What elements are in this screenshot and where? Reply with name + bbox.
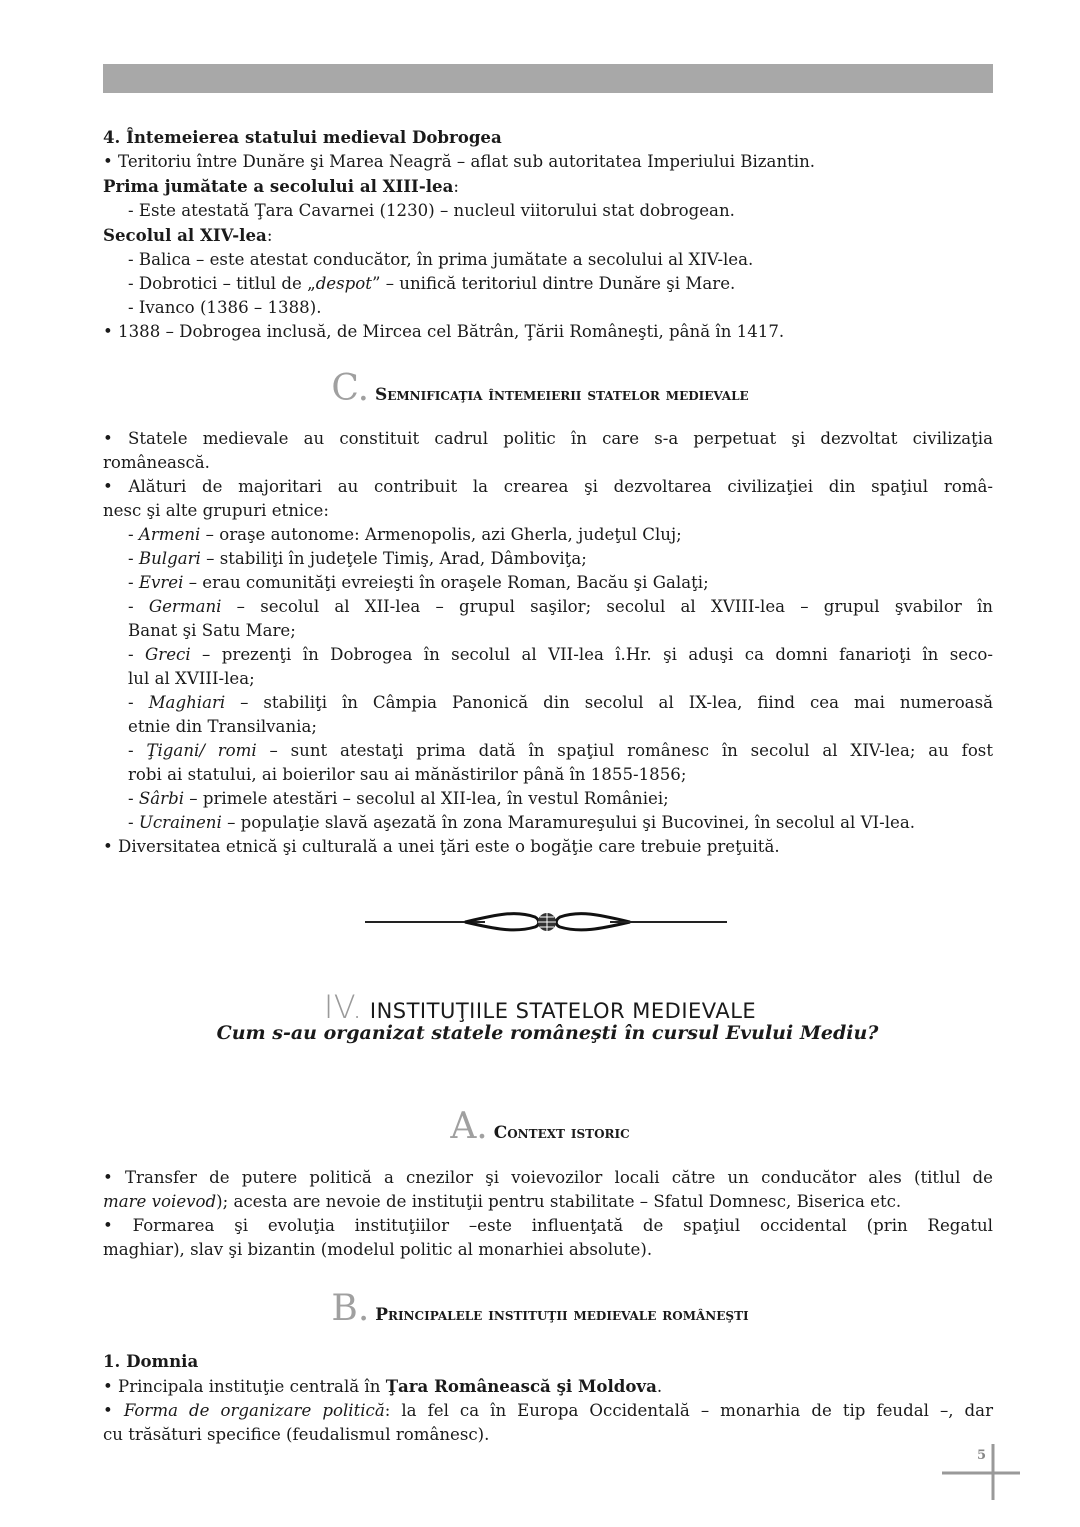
section-heading-b <box>0 1288 1080 1329</box>
text-run: – secolul al XII-lea – grupul saşilor; secolul al XVIII-lea – grupul şvabilor în <box>221 597 993 616</box>
text-line <box>103 248 993 272</box>
italic-text: despot <box>315 274 372 293</box>
text-run: - Dobrotici – titlul de „ <box>128 274 316 293</box>
text-line <box>103 1238 993 1262</box>
text-run: ” – unifică teritoriul dintre Dunăre şi Mare. <box>371 274 736 293</box>
context-section <box>103 1166 993 1262</box>
text-line <box>103 223 993 248</box>
text-run: – erau comunităţi evreieşti în oraşele Roman, Bacău şi Galaţi; <box>183 573 709 592</box>
text-run: • 1388 – Dobrogea inclusă, de Mircea cel Bătrân, Ţării Româneşti, până în 1417. <box>103 322 785 341</box>
text-line <box>103 595 993 619</box>
text-line <box>103 174 993 199</box>
text-run: românească. <box>103 453 210 472</box>
text-run: – stabiliţi în judeţele Timiş, Arad, Dâmboviţa; <box>200 549 587 568</box>
text-line <box>103 499 993 523</box>
chapter-numeral: IV. <box>323 988 363 1026</box>
text-run: - Balica – este atestat conducător, în prima jumătate a secolului al XIV-lea. <box>128 250 754 269</box>
text-run: – prezenţi în Dobrogea în secolul al VII-lea î.Hr. şi aduşi ca domni fanarioţi în seco- <box>190 645 993 664</box>
text-run: – oraşe autonome: Armenopolis, azi Gherla, judeţul Cluj; <box>200 525 682 544</box>
section-letter: C. <box>331 368 370 409</box>
header-bar <box>103 64 993 93</box>
text-line <box>103 296 993 320</box>
text-run: : <box>453 177 459 196</box>
text-run: • Diversitatea etnică şi culturală a unei ţări este o bogăţie care trebuie preţuită. <box>103 837 780 856</box>
text-run: – sunt atestaţi prima dată în spaţiul românesc în secolul al XIV-lea; au fost <box>256 741 993 760</box>
text-line <box>103 125 993 150</box>
bold-text: Secolul al XIV-lea <box>103 225 267 245</box>
text-run: - <box>128 597 149 616</box>
text-run: • Alături de majoritari au contribuit la crearea şi dezvoltarea civilizaţiei din spaţiul româ- <box>103 477 993 496</box>
text-run: - Este atestată Ţara Cavarnei (1230) – nucleul viitorului stat dobrogean. <box>128 201 735 220</box>
text-line <box>103 1190 993 1214</box>
section-letter: B. <box>331 1288 370 1329</box>
text-run: – primele atestări – secolul al XII-lea, în vestul României; <box>184 789 669 808</box>
ornament-divider <box>365 905 730 941</box>
section-title: Context istoric <box>493 1123 630 1143</box>
italic-text: Forma de organizare politică <box>123 1401 385 1420</box>
text-run: - <box>128 525 139 544</box>
section-letter: A. <box>450 1106 488 1147</box>
text-run: - <box>128 645 146 664</box>
significance-section <box>103 427 993 859</box>
text-run: etnie din Transilvania; <box>128 717 317 736</box>
text-line <box>103 320 993 344</box>
text-run: - <box>128 573 139 592</box>
italic-text: Ţigani/ romi <box>146 741 257 760</box>
italic-text: Ucraineni <box>138 813 222 832</box>
text-run: Banat şi Satu Mare; <box>128 621 296 640</box>
text-line <box>103 835 993 859</box>
text-run: lul al XVIII-lea; <box>128 669 255 688</box>
chapter-heading <box>0 988 1080 1026</box>
text-line <box>103 1423 993 1447</box>
text-run: cu trăsături specifice (feudalismul românesc). <box>103 1425 490 1444</box>
text-line <box>103 451 993 475</box>
text-line <box>103 619 993 643</box>
text-run: - <box>128 693 149 712</box>
text-line <box>103 667 993 691</box>
text-line <box>103 643 993 667</box>
text-run: • Transfer de putere politică a cnezilor şi voievozilor locali către un conducător ales (titlul de <box>103 1168 993 1187</box>
text-run: : <box>266 226 273 245</box>
text-run: – populaţie slavă aşezată în zona Maramureşului şi Bucovinei, în secolul al VI-lea. <box>221 813 916 832</box>
text-line <box>103 715 993 739</box>
text-line <box>103 811 993 835</box>
text-run: • <box>103 1401 124 1420</box>
text-run: nesc şi alte grupuri etnice: <box>103 501 329 520</box>
text-line <box>103 1399 993 1423</box>
text-run: • Formarea şi evoluţia instituţiilor –este influenţată de spaţiul occidental (prin Regatul <box>103 1216 993 1235</box>
text-run: • Statele medievale au constituit cadrul politic în care s-a perpetuat şi dezvoltat civilizaţia <box>103 429 993 448</box>
text-run: - <box>128 741 147 760</box>
text-run: maghiar), slav şi bizantin (modelul politic al monarhiei absolute). <box>103 1240 653 1259</box>
italic-text: Armeni <box>138 525 201 544</box>
section-title: Semnificaţia întemeierii statelor medievale <box>374 385 749 405</box>
italic-text: Sârbi <box>138 789 185 808</box>
text-line <box>103 199 993 223</box>
text-line <box>103 787 993 811</box>
page-number: 5 <box>977 1448 987 1463</box>
dobrogea-section <box>103 125 993 344</box>
italic-text: Maghiari <box>148 693 226 712</box>
text-run: – stabiliţi în Câmpia Panonică din secolul al IX-lea, fiind cea mai numeroasă <box>225 693 993 712</box>
italic-text: Germani <box>148 597 222 616</box>
text-line <box>103 763 993 787</box>
text-run: - <box>128 789 139 808</box>
bold-text: 1. Domnia <box>103 1351 199 1371</box>
text-run: • Teritoriu între Dunăre şi Marea Neagră – aflat sub autoritatea Imperiului Bizantin. <box>103 152 816 171</box>
text-line <box>103 739 993 763</box>
chapter-question: Cum s-au organizat statele româneşti în cursul Evului Mediu? <box>216 1022 879 1044</box>
text-line <box>103 547 993 571</box>
text-run: : la fel ca în Europa Occidentală – monarhia de tip feudal –, dar <box>384 1401 994 1420</box>
text-line <box>103 150 993 174</box>
italic-text: Greci <box>145 645 191 664</box>
text-line <box>103 475 993 499</box>
bold-text: 4. Întemeierea statului medieval Dobrogea <box>103 127 502 147</box>
text-line <box>103 571 993 595</box>
bold-text: Ţara Românească şi Moldova <box>385 1376 657 1396</box>
section-title: Principalele instituţii medievale româneşti <box>375 1305 749 1325</box>
text-line <box>103 691 993 715</box>
text-line <box>103 272 993 296</box>
text-run: . <box>656 1377 663 1396</box>
chapter-title: INSTITUŢIILE STATELOR MEDIEVALE <box>369 999 757 1023</box>
text-line <box>103 1166 993 1190</box>
text-run: • Principala instituţie centrală în <box>103 1377 386 1396</box>
section-heading-a <box>0 1106 1080 1147</box>
text-run: robi ai statului, ai boierilor sau ai mănăstirilor până în 1855-1856; <box>128 765 687 784</box>
text-run: - <box>128 813 139 832</box>
text-run: ); acesta are nevoie de instituţii pentru stabilitate – Sfatul Domnesc, Biserica etc. <box>216 1192 902 1211</box>
italic-text: mare voievod <box>103 1192 217 1211</box>
text-line <box>103 523 993 547</box>
text-line <box>103 1374 993 1399</box>
text-line <box>103 1349 993 1374</box>
section-heading-c <box>0 368 1080 409</box>
bold-text: Prima jumătate a secolului al XIII-lea <box>103 176 454 196</box>
institutions-section <box>103 1349 993 1447</box>
text-run: - <box>128 549 139 568</box>
italic-text: Bulgari <box>138 549 201 568</box>
text-line <box>103 1214 993 1238</box>
text-run: - Ivanco (1386 – 1388). <box>128 298 322 317</box>
italic-text: Evrei <box>138 573 184 592</box>
text-line <box>103 427 993 451</box>
